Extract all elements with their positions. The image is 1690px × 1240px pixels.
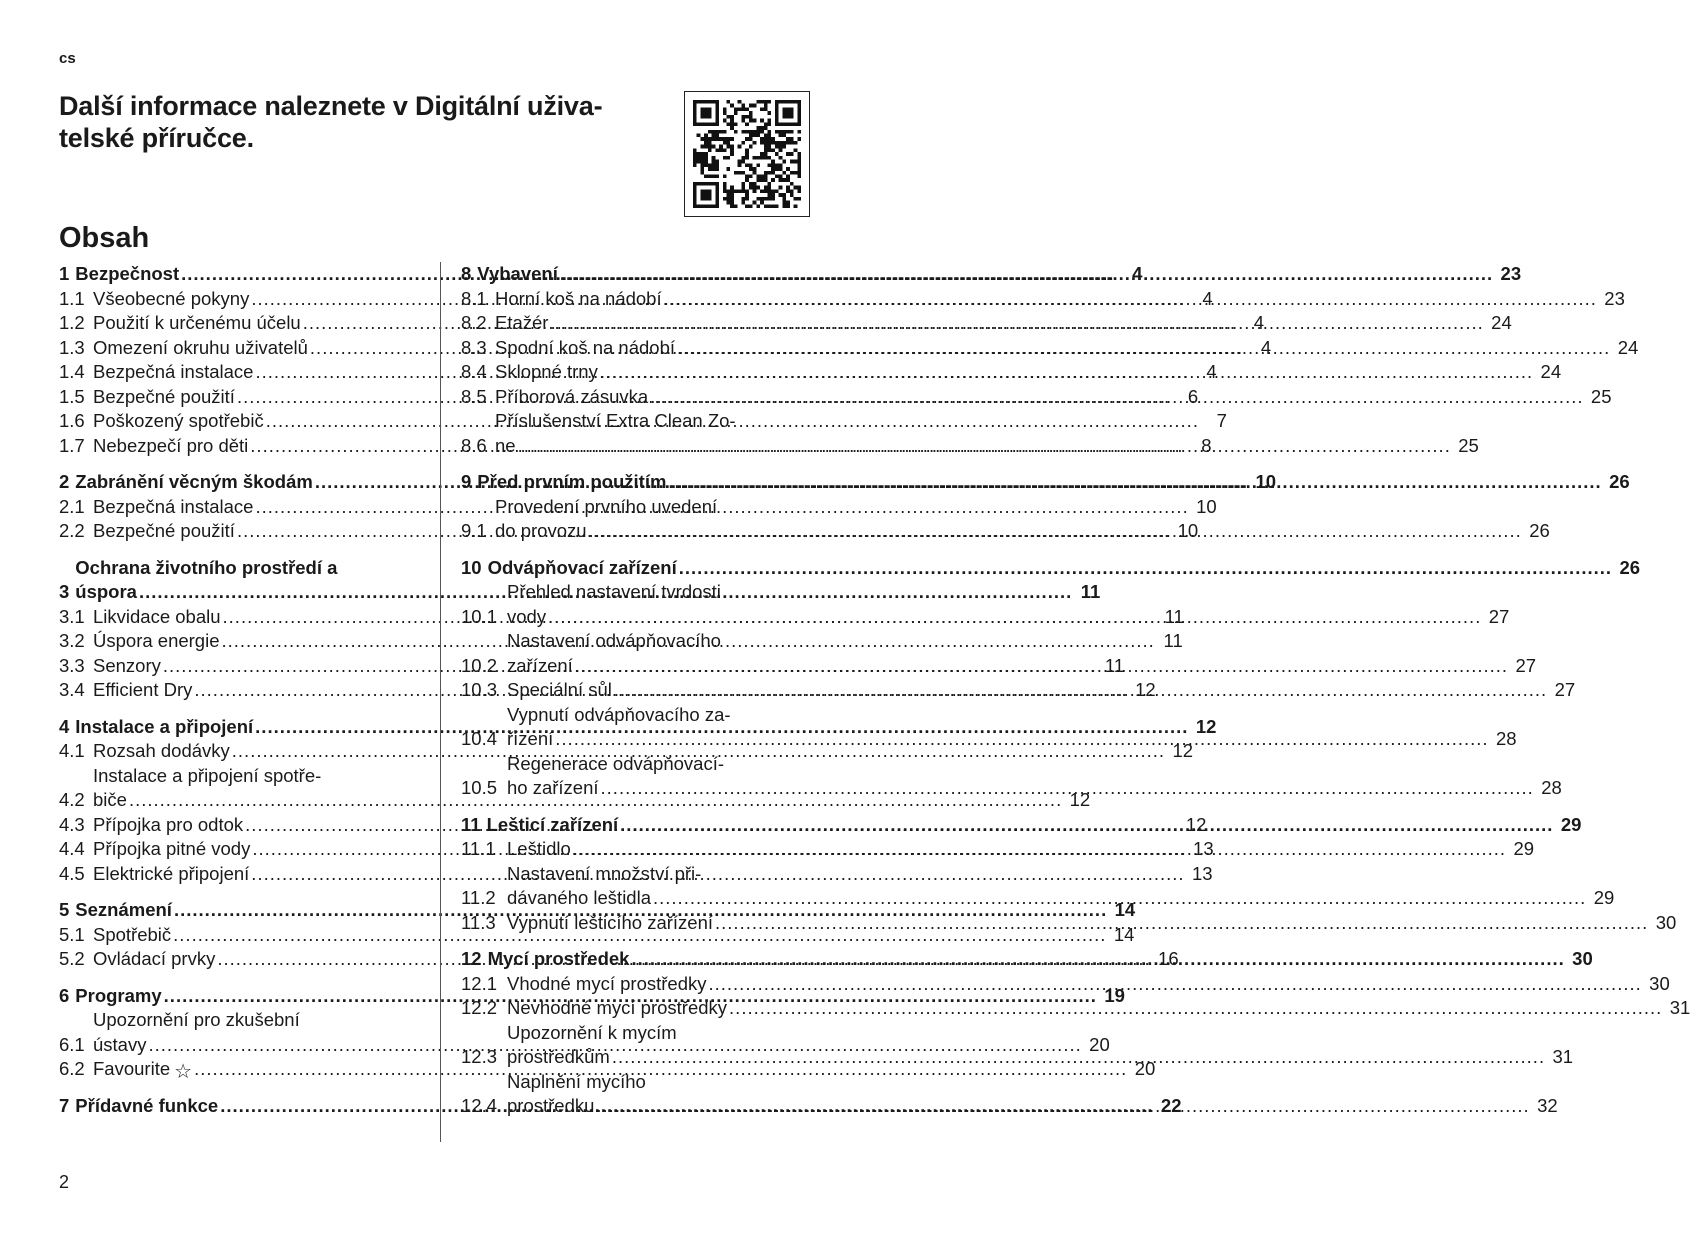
toc-entry-number: 8.6 — [461, 434, 487, 456]
toc-entry-line: Upozornění k mycím — [507, 1021, 677, 1043]
toc-entry-number: 10 — [461, 556, 482, 578]
toc-entry-line: Speciální sůl — [507, 679, 612, 700]
toc-entry-number: 10.1 — [461, 605, 498, 627]
toc-entry-page: 4 — [1132, 263, 1143, 284]
toc-entry-number: 4 — [59, 715, 70, 737]
toc-entry-page: 29 — [1593, 887, 1615, 908]
toc-entry-number: 2 — [59, 471, 70, 492]
toc-entry-number: 8.2 — [461, 312, 487, 333]
dot-leader — [708, 972, 1641, 997]
toc-section-entry[interactable] — [461, 409, 1479, 458]
toc-entry-page: 12 — [1172, 740, 1194, 761]
toc-entry-line: Regenerace odvápňovací- — [507, 752, 725, 774]
toc-entry-number: 11.3 — [461, 911, 496, 933]
toc-entry-page: 27 — [1488, 605, 1510, 627]
toc-entry-number: 10.4 — [461, 728, 498, 749]
toc-entry-number: 11.2 — [461, 887, 496, 908]
toc-entry-number: 1.7 — [59, 434, 85, 456]
toc-entry-number: 11 — [461, 813, 481, 835]
toc-entry-line: Odvápňovací zařízení — [487, 556, 677, 578]
toc-entry-page: 29 — [1560, 813, 1582, 835]
dot-leader — [550, 311, 1483, 336]
toc-entry-number: 6.2 — [59, 1058, 85, 1079]
dot-leader — [653, 886, 1586, 911]
toc-entry-line: Přehled nastavení tvrdosti — [507, 581, 721, 602]
dot-leader — [589, 519, 1522, 544]
dot-leader — [631, 947, 1564, 972]
toc-entry-number: 8.4 — [461, 361, 487, 382]
toc-entry-number: 10.2 — [461, 654, 498, 676]
toc-entry-page: 11 — [1164, 605, 1184, 627]
toc-entry-page: 10 — [1196, 495, 1217, 517]
toc-entry-page: 24 — [1491, 312, 1512, 333]
toc-entry-line: Rozsah dodávky — [93, 740, 230, 761]
toc-entry-page: 4 — [1202, 287, 1213, 309]
toc-entry-number: 1.6 — [59, 410, 85, 431]
toc-entry-line: úspora — [75, 581, 137, 602]
dot-leader — [596, 1094, 1529, 1119]
toc-entry-line: Spotřebič — [93, 923, 172, 945]
toc-entry-line: Bezpečné použití — [93, 520, 235, 541]
toc-entry-page: 29 — [1513, 838, 1535, 859]
toc-entry-page: 16 — [1158, 948, 1179, 969]
toc-entry-page: 12 — [1195, 715, 1217, 737]
toc-entry-number: 12.3 — [461, 1046, 498, 1067]
toc-section-entry[interactable] — [461, 336, 1639, 361]
column-divider — [440, 262, 441, 1142]
toc-entry-line: ho zařízení — [507, 777, 599, 798]
toc-entry-line: Použití k určenému účelu — [93, 312, 301, 333]
toc-entry-number: 1.4 — [59, 361, 85, 382]
toc-entry-number: 12.4 — [461, 1095, 498, 1116]
toc-entry-number: 1.1 — [59, 287, 85, 309]
toc-entry-number: 8.5 — [461, 385, 487, 407]
toc-entry-page: 14 — [1113, 923, 1135, 945]
toc-entry-line: biče — [93, 789, 127, 810]
toc-entry-line: Nastavení odvápňovacího — [507, 630, 721, 651]
toc-title: Obsah — [59, 222, 150, 254]
toc-entry-line: Před prvním použitím — [477, 471, 667, 492]
toc-entry-line: Favourite — [93, 1058, 171, 1079]
toc-entry-page: 30 — [1649, 972, 1670, 994]
toc-entry-number: 8 — [461, 263, 472, 284]
page-number: 2 — [59, 1172, 70, 1192]
toc-entry-page: 26 — [1619, 556, 1641, 578]
toc-entry-line: řízení — [507, 728, 554, 749]
toc-entry-page: 6 — [1187, 385, 1199, 407]
page-headline: Další informace naleznete v Digitální uživa-telské příručce. — [59, 91, 603, 153]
toc-section-entry[interactable] — [461, 385, 1612, 410]
toc-entry-line: Provedení prvního uvedení — [495, 495, 718, 517]
toc-entry-line: ústavy — [93, 1033, 147, 1055]
toc-entry-text — [507, 996, 1690, 1021]
toc-chapter-entry[interactable] — [461, 262, 1522, 287]
toc-entry-text — [495, 360, 1562, 385]
toc-section-entry[interactable] — [461, 996, 1690, 1021]
toc-entry-line: Vhodné mycí prostředky — [507, 972, 707, 994]
dot-leader — [612, 1045, 1545, 1070]
toc-entry-line: Přídavné funkce — [75, 1094, 219, 1116]
toc-section-entry[interactable] — [461, 311, 1512, 336]
toc-entry-number: 12.1 — [461, 972, 498, 994]
toc-entry-page: 4 — [1206, 361, 1217, 382]
toc-entry-line: Likvidace obalu — [93, 605, 221, 627]
toc-entry-line: Instalace a připojení spotře- — [93, 764, 322, 786]
toc-entry-page: 7 — [1216, 410, 1227, 431]
toc-entry-line: Upozornění pro zkušební — [93, 1009, 300, 1030]
toc-entry-page: 14 — [1114, 899, 1136, 920]
dot-leader — [518, 434, 1451, 459]
toc-entry-number: 9.1 — [461, 520, 487, 541]
toc-entry-number: 2.1 — [59, 495, 85, 517]
toc-entry-page: 27 — [1554, 679, 1576, 700]
toc-entry-text — [477, 262, 1522, 287]
toc-entry-line: Bezpečnost — [75, 263, 180, 284]
dot-leader — [601, 776, 1534, 801]
toc-entry-page: 22 — [1160, 1094, 1182, 1116]
toc-entry-page: 28 — [1495, 728, 1517, 749]
toc-entry-line: Úspora energie — [93, 630, 220, 651]
toc-entry-page: 4 — [1253, 312, 1264, 333]
toc-entry-page: 12 — [1069, 789, 1091, 810]
toc-entry-line: Lešticí zařízení — [486, 813, 619, 835]
toc-entry-number: 12.2 — [461, 997, 498, 1018]
toc-entry-number: 9 — [461, 471, 472, 492]
toc-entry-line: Vypnutí lešticího zařízení — [507, 911, 714, 933]
toc-entry-number: 3.3 — [59, 654, 85, 676]
toc-entry-number: 3.4 — [59, 679, 85, 700]
toc-section-entry[interactable] — [461, 360, 1562, 385]
toc-entry-number: 4.1 — [59, 740, 85, 761]
toc-entry-number: 4.4 — [59, 838, 85, 859]
toc-entry-line: Nastavení množství při- — [507, 862, 702, 884]
toc-entry-number: 6 — [59, 984, 70, 1006]
toc-entry-line: Spodní koš na nádobí — [495, 336, 676, 358]
toc-entry-line: Zabránění věcným škodám — [75, 471, 313, 492]
toc-entry-line: Instalace a připojení — [75, 715, 254, 737]
toc-entry-page: 12 — [1135, 679, 1156, 700]
toc-entry-line: Ovládací prvky — [93, 948, 216, 969]
toc-entry-line: Seznámení — [75, 899, 172, 920]
toc-entry-line: Nevhodné mycí prostředky — [507, 997, 728, 1018]
toc-entry-text — [495, 287, 1625, 312]
toc-entry-number: 8.3 — [461, 336, 487, 358]
toc-entry-text — [93, 923, 1135, 948]
toc-entry-number: 1.2 — [59, 312, 85, 333]
toc-entry-number: 4.3 — [59, 813, 85, 835]
toc-entry-line: Příslušenství Extra Clean Zo- — [495, 410, 736, 431]
toc-entry-number: 1.5 — [59, 385, 85, 407]
dot-leader — [677, 336, 1610, 361]
toc-entry-page: 11 — [1080, 581, 1101, 602]
toc-entry-line: dávaného leštidla — [507, 887, 651, 908]
toc-entry-number: 12 — [461, 948, 482, 969]
toc-entry-number: 11.1 — [461, 838, 496, 859]
toc-entry-number: 10.5 — [461, 777, 498, 798]
toc-entry-page: 13 — [1191, 862, 1213, 884]
toc-entry-page: 30 — [1572, 948, 1593, 969]
toc-entry-page: 20 — [1134, 1058, 1156, 1079]
toc-entry-page: 10 — [1177, 520, 1199, 541]
toc-entry-line: zařízení — [507, 654, 573, 676]
toc-entry-line: Horní koš na nádobí — [495, 287, 662, 309]
language-code: cs — [59, 50, 76, 67]
toc-entry-page: 4 — [1260, 336, 1272, 358]
toc-entry-text — [495, 311, 1512, 336]
toc-entry-page: 24 — [1540, 361, 1562, 382]
dot-leader — [729, 996, 1662, 1021]
toc-entry-line: Poškozený spotřebič — [93, 410, 264, 431]
toc-section-entry[interactable] — [461, 287, 1625, 312]
toc-entry-line: Nebezpečí pro děti — [93, 434, 249, 456]
toc-entry-line: Mycí prostředek — [487, 948, 630, 969]
toc-entry-page: 26 — [1609, 471, 1630, 492]
qr-code-icon[interactable] — [684, 91, 810, 217]
dot-leader — [679, 556, 1612, 581]
toc-entry-line: Ochrana životního prostředí a — [75, 556, 338, 578]
toc-entry-number: 5.2 — [59, 948, 85, 969]
toc-entry-number: 5 — [59, 899, 70, 920]
toc-entry-line: Všeobecné pokyny — [93, 287, 250, 309]
toc-entry-line: Sklopné trny — [495, 361, 598, 382]
toc-entry-number: 5.1 — [59, 923, 85, 945]
toc-entry-line: Bezpečné použití — [93, 385, 235, 407]
toc-entry-line: Omezení okruhu uživatelů — [93, 336, 308, 358]
toc-entry-number: 7 — [59, 1094, 70, 1116]
toc-entry-page: 31 — [1552, 1046, 1574, 1067]
toc-entry-page: 24 — [1617, 336, 1639, 358]
toc-entry-line: Naplnění mycího — [507, 1070, 646, 1092]
toc-entry-line: Etažér — [495, 312, 549, 333]
toc-entry-page: 25 — [1590, 385, 1612, 407]
toc-entry-number: 4.5 — [59, 862, 85, 884]
dot-leader — [650, 385, 1583, 410]
toc-entry-page: 20 — [1089, 1033, 1110, 1055]
toc-entry-number: 3.1 — [59, 605, 85, 627]
toc-entry-line: Senzory — [93, 654, 161, 676]
toc-entry-number: 3 — [59, 581, 70, 602]
dot-leader — [614, 678, 1547, 703]
toc-entry-number: 1 — [59, 263, 70, 284]
toc-entry-page: 13 — [1193, 838, 1214, 859]
toc-entry-line: Přípojka pro odtok — [93, 813, 244, 835]
toc-entry-page: 27 — [1515, 654, 1537, 676]
dot-leader — [575, 654, 1508, 679]
star-icon: ☆ — [174, 1060, 193, 1083]
toc-entry-page: 11 — [1104, 654, 1125, 676]
toc-entry-line: Příborová zásuvka — [495, 385, 649, 407]
dot-leader — [560, 262, 1493, 287]
dot-leader — [664, 287, 1597, 312]
toc-entry-text — [487, 556, 1641, 581]
toc-entry-line: do provozu — [495, 520, 587, 541]
toc-entry-text — [495, 385, 1612, 410]
toc-entry-page: 8 — [1201, 434, 1212, 456]
toc-entry-line: prostředkům — [507, 1046, 610, 1067]
toc-entry-line: Vypnutí odvápňovacího za- — [507, 703, 731, 725]
dot-leader — [600, 360, 1533, 385]
toc-entry-page: 26 — [1529, 520, 1550, 541]
toc-entry-page: 12 — [1185, 813, 1207, 835]
toc-entry-text — [495, 409, 1479, 458]
toc-entry-page: 31 — [1669, 997, 1690, 1018]
toc-entry-page: 23 — [1604, 287, 1625, 309]
toc-entry-number: 1.3 — [59, 336, 85, 358]
dot-leader — [620, 813, 1553, 838]
toc-entry-line: Programy — [75, 984, 162, 1006]
toc-section-entry[interactable] — [59, 923, 1135, 948]
dot-leader — [668, 470, 1601, 495]
toc-chapter — [461, 262, 1639, 458]
toc-entry-line: Vybavení — [477, 263, 558, 284]
dot-leader — [548, 605, 1481, 630]
toc-entry-page: 10 — [1255, 471, 1277, 492]
dot-leader — [573, 837, 1506, 862]
toc-entry-line: Přípojka pitné vody — [93, 838, 251, 859]
toc-entry-page: 19 — [1104, 984, 1125, 1006]
toc-entry-page: 23 — [1500, 263, 1522, 284]
toc-entry-number: 6.1 — [59, 1033, 85, 1055]
toc-entry-number: 3.2 — [59, 630, 85, 651]
toc-entry-line: Elektrické připojení — [93, 862, 250, 884]
toc-entry-page: 11 — [1163, 630, 1183, 651]
toc-entry-line: ne — [495, 434, 516, 456]
toc-entry-line: vody — [507, 605, 547, 627]
toc-entry-line: prostředku — [507, 1095, 595, 1116]
toc-entry-page: 30 — [1655, 911, 1677, 933]
toc-entry-number: 8.1 — [461, 287, 487, 309]
toc-entry-number: 10.3 — [461, 679, 498, 700]
toc-entry-line: Leštidlo — [507, 838, 571, 859]
dot-leader — [555, 727, 1488, 752]
toc-entry-number: 4.2 — [59, 789, 85, 810]
toc-entry-page: 25 — [1458, 434, 1479, 456]
toc-entry-line: Bezpečná instalace — [93, 361, 254, 382]
toc-chapter-entry[interactable] — [461, 556, 1641, 581]
toc-entry-text — [495, 336, 1639, 361]
toc-entry-line: Efficient Dry — [93, 679, 193, 700]
dot-leader — [715, 911, 1648, 936]
toc-entry-page: 32 — [1537, 1095, 1558, 1116]
toc-entry-page: 28 — [1541, 777, 1562, 798]
toc-entry-line: Bezpečná instalace — [93, 495, 254, 517]
toc-entry-number: 2.2 — [59, 520, 85, 541]
